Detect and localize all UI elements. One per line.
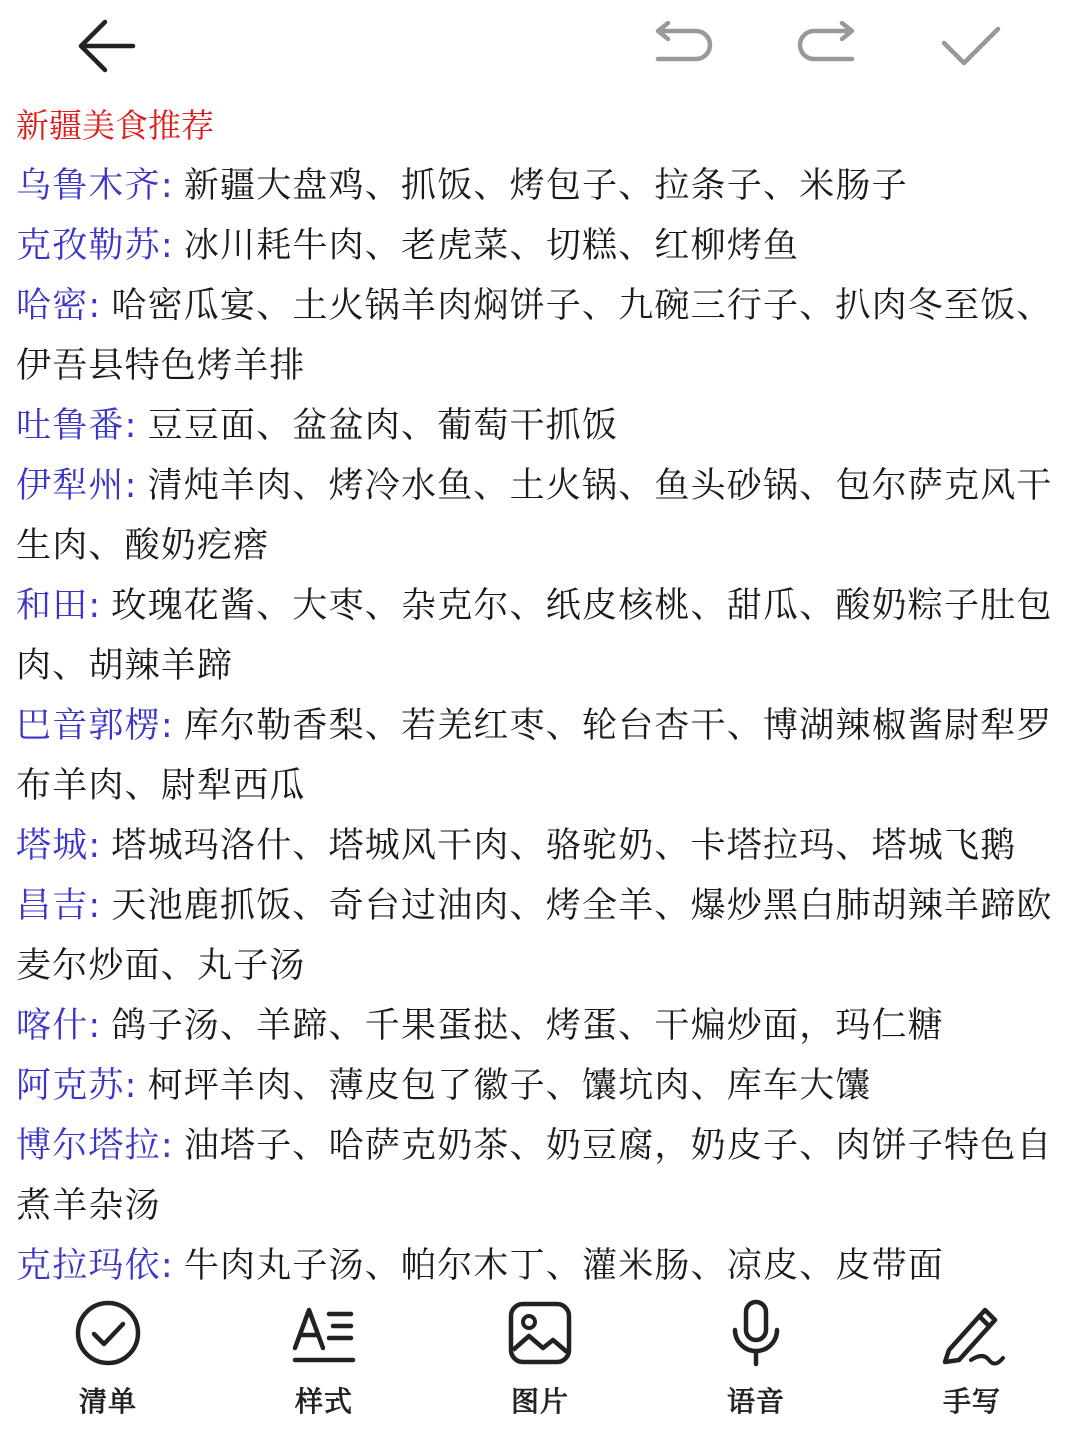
city-separator: : [88,886,102,926]
food-list: 柯坪羊肉、薄皮包了徽子、馕坑肉、库车大馕 [147,1066,872,1106]
city-name: 昌吉 [16,886,89,926]
note-entry [16,696,1060,816]
city-name: 巴音郭楞 [16,706,161,746]
food-list: 库尔勒香梨、若羌红枣、轮台杏干、博湖辣椒酱尉犁罗布羊肉、尉犁西瓜 [16,706,1053,806]
note-entry [16,156,1060,216]
note-title: 新疆美食推荐 [16,106,214,145]
city-separator: : [88,826,102,866]
city-separator: : [160,226,174,266]
city-separator: : [160,1126,174,1166]
city-name: 博尔塔拉 [16,1126,161,1166]
handwrite-label: 手写 [942,1385,1001,1418]
entry-list [16,156,1060,1296]
note-entry [16,996,1060,1056]
image-icon [505,1298,575,1368]
undo-icon [650,21,716,71]
bottom-toolbar [0,1292,1080,1440]
food-list: 油塔子、哈萨克奶茶、奶豆腐，奶皮子、肉饼子特色自煮羊杂汤 [16,1126,1053,1226]
city-name: 克拉玛依 [16,1246,161,1286]
city-separator: : [124,406,138,446]
city-name: 阿克苏 [16,1066,125,1106]
note-entry [16,396,1060,456]
handwrite-button[interactable] [902,1298,1042,1428]
back-button[interactable] [72,14,142,78]
food-list: 冰川耗牛肉、老虎菜、切糕、红柳烤鱼 [183,226,800,266]
redo-icon [794,21,860,71]
microphone-icon [721,1298,791,1368]
food-list: 哈密瓜宴、土火锅羊肉焖饼子、九碗三行子、扒肉冬至饭、伊吾县特色烤羊排 [16,286,1053,386]
voice-label: 语音 [726,1385,785,1418]
city-name: 和田 [16,586,89,626]
undo-button[interactable] [648,14,718,78]
top-toolbar [0,0,1080,92]
food-list: 鸽子汤、羊蹄、千果蛋挞、烤蛋、干煸炒面，玛仁糖 [111,1006,945,1046]
note-entry [16,1236,1060,1296]
city-separator: : [124,1066,138,1106]
style-label: 样式 [294,1385,353,1418]
food-list: 牛肉丸子汤、帕尔木丁、灌米肠、凉皮、皮带面 [183,1246,945,1286]
food-list: 塔城玛洛什、塔城风干肉、骆驼奶、卡塔拉玛、塔城飞鹅 [111,826,1017,866]
city-separator: : [160,1246,174,1286]
note-entry [16,456,1060,576]
note-entry [16,276,1060,396]
city-name: 乌鲁木齐 [16,166,161,206]
food-list: 天池鹿抓饭、奇台过油肉、烤全羊、爆炒黑白肺胡辣羊蹄欧麦尔炒面、丸子汤 [16,886,1053,986]
city-name: 塔城 [16,826,89,866]
redo-button[interactable] [792,14,862,78]
style-button[interactable] [254,1298,394,1428]
food-list: 清炖羊肉、烤冷水鱼、土火锅、鱼头砂锅、包尔萨克风干生肉、酸奶疙瘩 [16,466,1053,566]
food-list: 玫瑰花酱、大枣、杂克尔、纸皮核桃、甜瓜、酸奶粽子肚包肉、胡辣羊蹄 [16,586,1053,686]
pen-icon [937,1298,1007,1368]
note-entry [16,576,1060,696]
arrow-left-icon [75,16,139,76]
food-list: 新疆大盘鸡、抓饭、烤包子、拉条子、米肠子 [183,166,908,206]
check-icon [938,21,1004,71]
city-separator: : [88,586,102,626]
note-content[interactable] [16,96,1060,1296]
city-name: 吐鲁番 [16,406,125,446]
image-button[interactable] [470,1298,610,1428]
city-separator: : [160,166,174,206]
voice-button[interactable] [686,1298,826,1428]
city-separator: : [88,1006,102,1046]
checklist-label: 清单 [78,1385,137,1418]
city-name: 喀什 [16,1006,89,1046]
checklist-button[interactable] [38,1298,178,1428]
note-entry [16,216,1060,276]
note-entry [16,1116,1060,1236]
city-name: 伊犁州 [16,466,125,506]
city-separator: : [160,706,174,746]
city-separator: : [88,286,102,326]
note-entry [16,816,1060,876]
image-label: 图片 [510,1385,569,1418]
food-list: 豆豆面、盆盆肉、葡萄干抓饭 [147,406,619,446]
done-button[interactable] [936,14,1006,78]
city-separator: : [124,466,138,506]
note-entry [16,876,1060,996]
note-entry [16,1056,1060,1116]
text-style-icon [289,1298,359,1368]
check-circle-icon [73,1298,143,1368]
city-name: 哈密 [16,286,89,326]
city-name: 克孜勒苏 [16,226,161,266]
